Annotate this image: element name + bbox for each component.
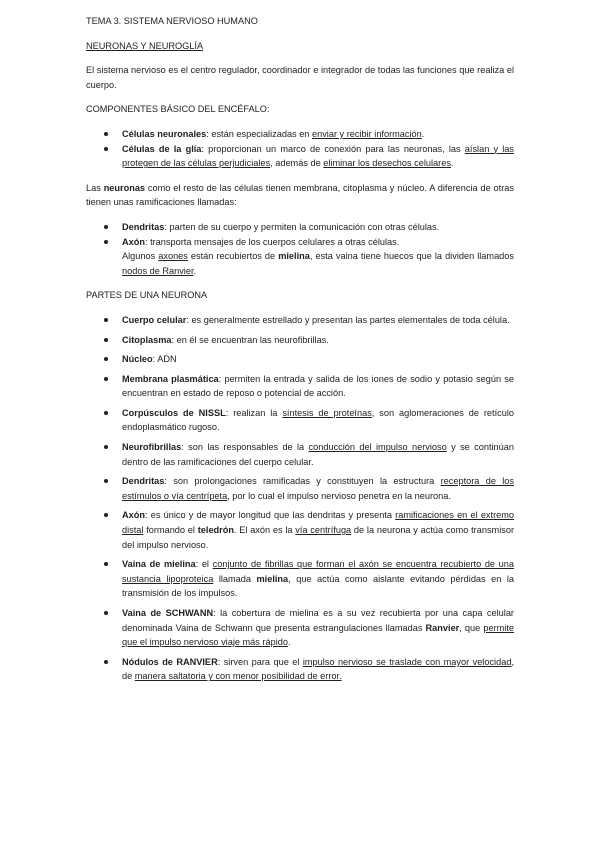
list-item: Células de la glía: proporcionan un marco de conexión para las neuronas, las aíslan y las protegen de las células perjudiciales, además de eliminar los desechos celulares. (86, 142, 514, 171)
bullet-icon (104, 445, 108, 449)
bullet-icon (104, 357, 108, 361)
components-list (86, 127, 514, 171)
bullet-icon (104, 513, 108, 517)
neurons-paragraph: Las neuronas como el resto de las células tienen membrana, citoplasma y núcleo. A diferencia de otras tienen unas ramificaciones llamadas: (86, 182, 514, 208)
list-item: Citoplasma: en él se encuentran las neurofibrillas. (86, 333, 514, 348)
list-item: Membrana plasmática: permiten la entrada y salida de los iones de sodio y potasio según se encuentran en estado de reposo o potencial de acción. (86, 372, 514, 401)
parts-heading: PARTES DE UNA NEURONA (86, 290, 208, 301)
bullet-icon (104, 377, 108, 381)
list-item: Dendritas: parten de su cuerpo y permiten la comunicación con otras células. (86, 220, 514, 235)
list-item: Dendritas: son prolongaciones ramificadas y constituyen la estructura receptora de los estímulos o vía centrípeta, por lo cual el impulso nervioso penetra en la neurona. (86, 474, 514, 503)
bullet-icon (104, 240, 108, 244)
ramifications-list (86, 220, 514, 278)
list-item: Cuerpo celular: es generalmente estrellado y presentan las partes elementales de toda célula. (86, 313, 514, 328)
list-item: Vaina de mielina: el conjunto de fibrillas que forman el axón se encuentra recubierto de una sustancia lipoproteica llamada mielina, que actúa como aislante evitando pérdidas en la transmisión de los impulsos. (86, 557, 514, 601)
bullet-icon (104, 318, 108, 322)
bullet-icon (104, 660, 108, 664)
list-item: Nódulos de RANVIER: sirven para que el impulso nervioso se traslade con mayor velocidad, de manera saltatoria y con menor posibilidad de error. (86, 655, 514, 684)
parts-list (86, 313, 514, 684)
list-item: Neurofibrillas: son las responsables de la conducción del impulso nervioso y se continúan dentro de las ramificaciones del cuerpo celular. (86, 440, 514, 469)
bullet-icon (104, 611, 108, 615)
bullet-icon (104, 225, 108, 229)
list-item: Corpúsculos de NISSL: realizan la síntesis de proteínas, son aglomeraciones de retículo endoplasmático rugoso. (86, 406, 514, 435)
list-item: Axón: es único y de mayor longitud que las dendritas y presenta ramificaciones en el extremo distal formando el teledrón. El axón es la vía centrífuga de la neurona y actúa como transmisor del impulso nervioso. (86, 508, 514, 552)
bullet-icon (104, 479, 108, 483)
bullet-icon (104, 132, 108, 136)
list-item: Axón: transporta mensajes de los cuerpos celulares a otras células. Algunos axones están recubiertos de mielina, esta vaina tiene huecos que la dividen llamados nodos de Ranvier. (86, 235, 514, 279)
bullet-icon (104, 411, 108, 415)
bullet-icon (104, 147, 108, 151)
section-heading-neuronas: NEURONAS Y NEUROGLÍA (86, 40, 204, 51)
bullet-icon (104, 562, 108, 566)
components-heading: COMPONENTES BÁSICO DEL ENCÉFALO: (86, 104, 270, 115)
list-item: Vaina de SCHWANN: la cobertura de mielina es a su vez recubierta por una capa celular denominada Vaina de Schwann que presenta estrangulaciones llamadas Ranvier, que permite que el impulso nervioso viaje más rápido. (86, 606, 514, 650)
intro-paragraph: El sistema nervioso es el centro regulador, coordinador e integrador de todas las funciones que realiza el cuerpo. (86, 65, 514, 90)
document-title: TEMA 3. SISTEMA NERVIOSO HUMANO (86, 16, 258, 26)
list-item: Células neuronales: están especializadas en enviar y recibir información. (86, 127, 514, 142)
bullet-icon (104, 338, 108, 342)
list-item: Núcleo: ADN (86, 352, 514, 367)
document-body (86, 14, 514, 689)
